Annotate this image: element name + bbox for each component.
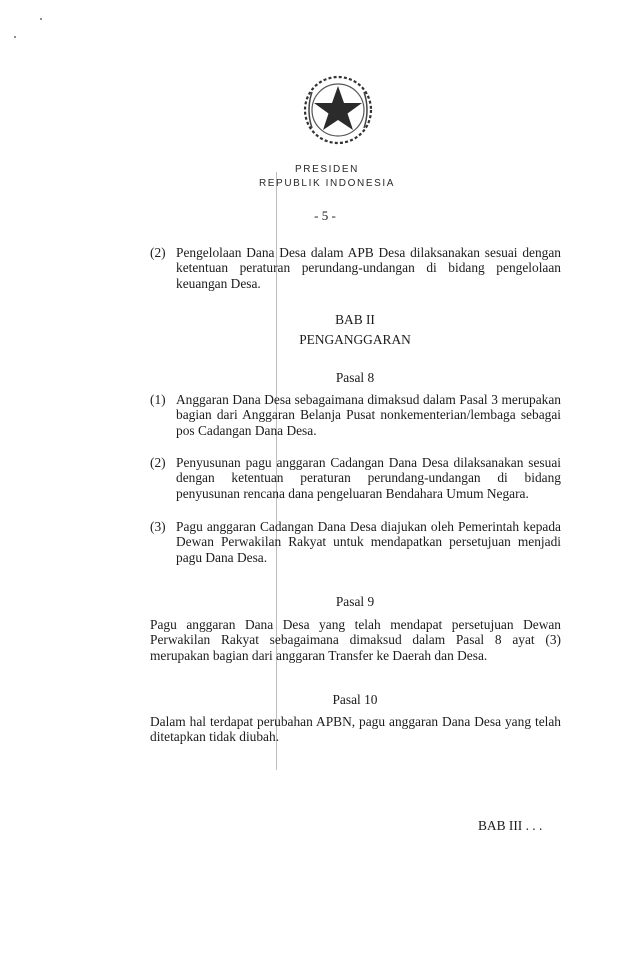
pasal-8-item-text: Penyusunan pagu anggaran Cadangan Dana Desa dilaksanakan sesuai dengan ketentuan peraturan perundang-undangan di bidang penyusunan rencana dana pengeluaran Bendahara Umum Negara. [176,455,561,501]
pasal-10-paragraph: Dalam hal terdapat perubahan APBN, pagu anggaran Dana Desa yang telah ditetapkan tidak diubah. [150,714,561,745]
chapter-label: BAB II [335,312,375,327]
intro-number: (2) [150,245,166,260]
pasal-8-item-text: Pagu anggaran Cadangan Dana Desa diajukan oleh Pemerintah kepada Dewan Perwakilan Rakyat untuk mendapatkan persetujuan menjadi pagu Dana Desa. [176,519,561,565]
header-subtitle: REPUBLIK INDONESIA [258,178,396,189]
pasal-8-item-text: Anggaran Dana Desa sebagaimana dimaksud dalam Pasal 3 merupakan bagian dari Anggaran Belanja Pusat nonkementerian/lembaga sebagai pos Cadangan Dana Desa. [176,392,561,438]
header-title: PRESIDEN [295,164,359,175]
scan-speck [40,18,42,20]
pasal-10-title: Pasal 10 [332,692,378,707]
pasal-8-item-number: (2) [150,455,166,470]
pasal-8-item-number: (1) [150,392,166,407]
garuda-emblem-icon [300,72,376,148]
page-number: - 5 - [314,208,336,223]
continuation-marker: BAB III . . . [478,818,543,833]
intro-paragraph: Pengelolaan Dana Desa dalam APB Desa dilaksanakan sesuai dengan ketentuan peraturan perundang-undangan di bidang pengelolaan keuangan Desa. [176,245,561,291]
pasal-9-paragraph: Pagu anggaran Dana Desa yang telah mendapat persetujuan Dewan Perwakilan Rakyat sebagaimana dimaksud dalam Pasal 8 ayat (3) merupakan bagian dari anggaran Transfer ke Daerah dan Desa. [150,617,561,663]
pasal-8-item-number: (3) [150,519,166,534]
pasal-8-title: Pasal 8 [335,370,375,385]
scan-speck [14,36,16,38]
chapter-title: PENGANGGARAN [299,332,411,347]
pasal-9-title: Pasal 9 [335,594,375,609]
